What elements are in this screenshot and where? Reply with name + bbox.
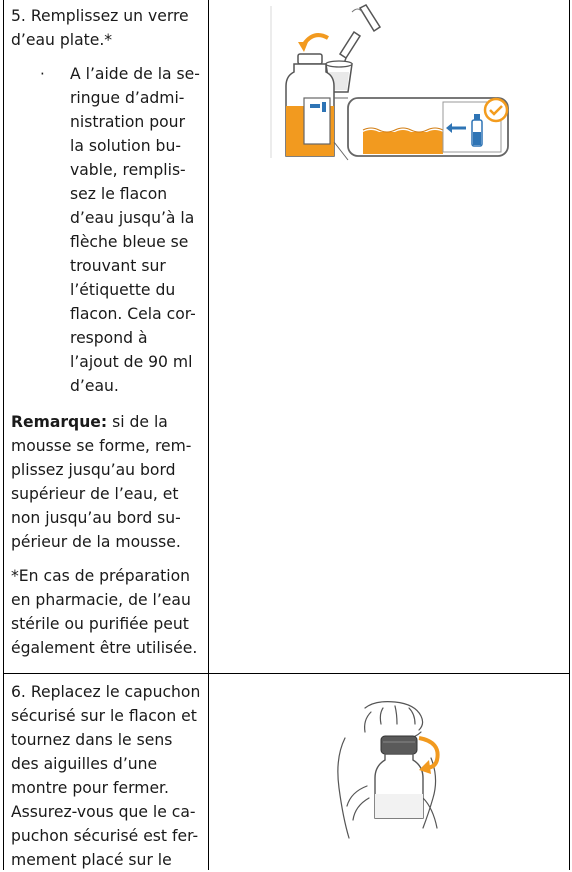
pour-arrow-icon <box>298 35 328 52</box>
bullet-line: sez le flacon <box>70 185 168 203</box>
zoomed-label-icon <box>348 98 508 156</box>
bullet-line: flèche bleue se <box>70 233 189 251</box>
check-icon <box>485 99 507 121</box>
remark-line: plissez jusqu’au bord <box>11 461 176 479</box>
bullet-line: vable, remplis- <box>70 161 186 179</box>
cap-twist-illustration <box>325 698 475 848</box>
step-6-line: Assurez-vous que le ca- <box>11 803 196 821</box>
remark-first-text: si de la <box>107 413 168 431</box>
bullet-line: nistration pour <box>70 113 185 131</box>
remark-line: périeur de la mousse. <box>11 533 181 551</box>
step-6-text <box>11 680 203 872</box>
footnote-line: stérile ou purifiée peut <box>11 615 189 633</box>
row-divider <box>3 673 570 674</box>
step-6-line: sécurisé sur le flacon et <box>11 707 197 725</box>
syringe-icon <box>340 5 380 66</box>
table-right-border <box>569 0 570 870</box>
remark-label: Remarque: <box>11 413 108 431</box>
step-5-line-2: d’eau plate.* <box>11 31 113 49</box>
step-6-line: montre pour fermer. <box>11 779 169 797</box>
bullet-line: flacon. Cela cor- <box>70 305 196 323</box>
step-6-line: mement placé sur le <box>11 851 172 869</box>
bullet-line: ringue d’admi- <box>70 89 185 107</box>
remark-block <box>11 410 203 554</box>
footnote-block <box>11 564 203 660</box>
step-6-line: des aiguilles d’une <box>11 755 158 773</box>
remark-line: supérieur de l’eau, et <box>11 485 179 503</box>
footnote-line: *En cas de préparation <box>11 567 191 585</box>
bullet-line: A l’aide de la se- <box>70 65 200 83</box>
remark-first-line <box>11 410 203 434</box>
step-5-line-1: 5. Remplissez un verre <box>11 7 189 25</box>
table-left-border <box>3 0 4 870</box>
bullet-line: la solution bu- <box>70 137 181 155</box>
step-6-line: puchon sécurisé est fer- <box>11 827 199 845</box>
bullet-line: l’ajout de 90 ml <box>70 353 193 371</box>
remark-line: mousse se forme, rem- <box>11 437 192 455</box>
step-6-line: 6. Replacez le capuchon <box>11 683 201 701</box>
footnote-line: également être utilisée. <box>11 639 198 657</box>
step-5-title <box>11 4 199 52</box>
bullet-line: l’étiquette du <box>70 281 176 299</box>
bottle-fill-illustration <box>268 2 518 162</box>
bullet-text <box>70 62 203 398</box>
bullet-line: respond à <box>70 329 148 347</box>
step-6-line: tournez dans le sens <box>11 731 173 749</box>
bullet-line: trouvant sur <box>70 257 166 275</box>
footnote-line: en pharmacie, de l’eau <box>11 591 191 609</box>
column-divider <box>208 0 209 870</box>
bullet-marker: · <box>40 65 45 83</box>
remark-line: non jusqu’au bord su- <box>11 509 181 527</box>
bottle-icon <box>375 736 423 818</box>
bullet-line: d’eau jusqu’à la <box>70 209 195 227</box>
bullet-line: d’eau. <box>70 377 119 395</box>
